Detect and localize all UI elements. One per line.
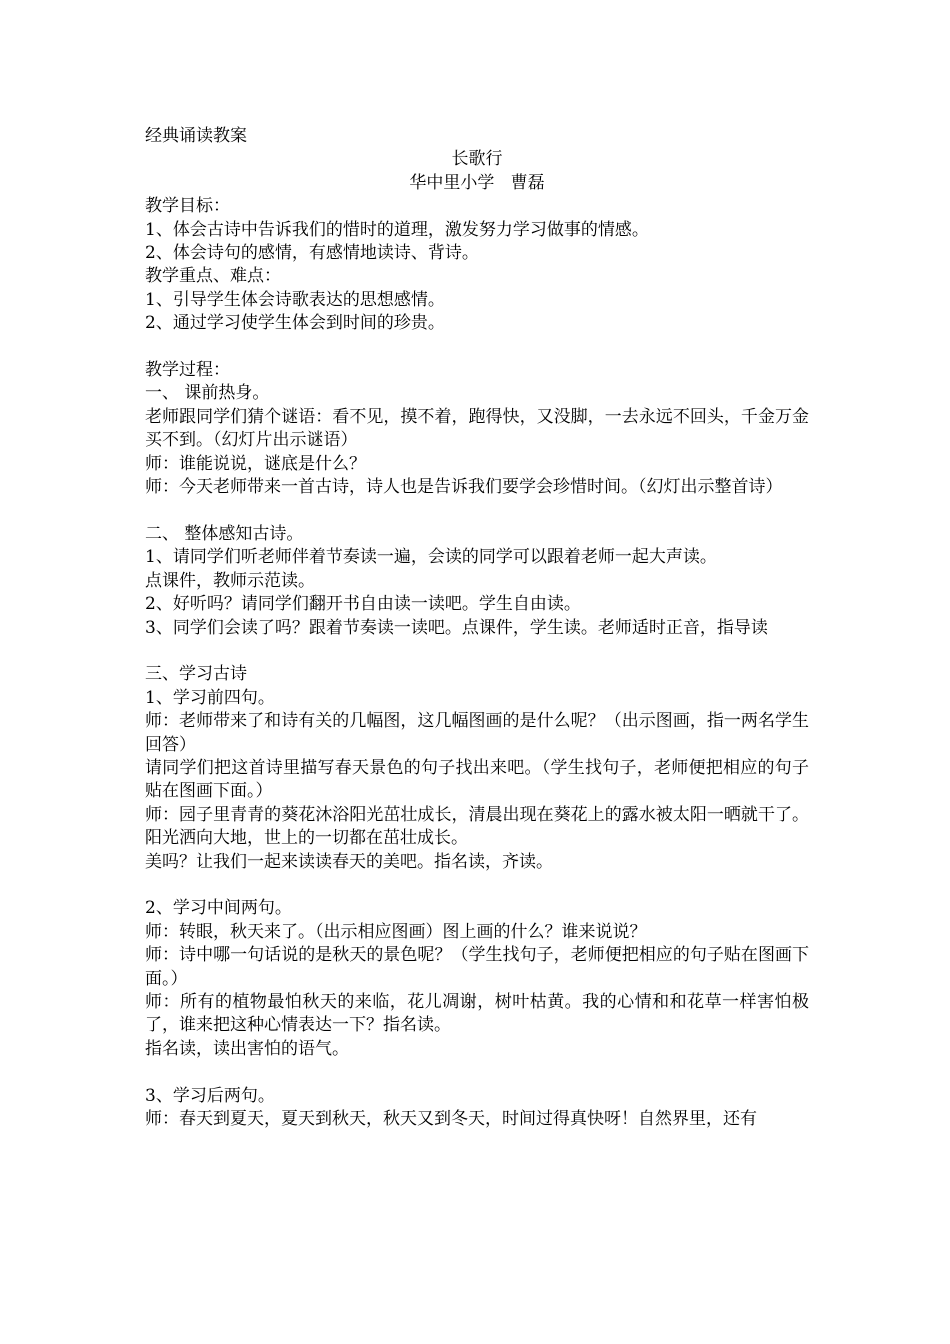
subsection-heading: 1、学习前四句。: [145, 687, 275, 708]
subsection-heading: 2、学习中间两句。: [145, 898, 292, 919]
subsection-heading: 3、学习后两句。: [145, 1085, 275, 1106]
paragraph: 指名读，读出害怕的语气。: [145, 1038, 349, 1059]
paragraph: 美吗？让我们一起来读读春天的美吧。指名读，齐读。: [145, 851, 553, 872]
section-heading: 一、 课前热身。: [145, 383, 270, 404]
blank-line: [145, 1061, 809, 1084]
paragraph: 1、请同学们听老师伴着节奏读一遍，会读的同学可以跟着老师一起大声读。: [145, 547, 717, 568]
blank-line: [145, 874, 809, 897]
section-heading: 三、学习古诗: [145, 664, 247, 685]
document-page: [145, 125, 809, 1131]
paragraph: 师：转眼，秋天来了。（出示相应图画）图上画的什么？谁来说说？: [145, 921, 647, 942]
key-point-item: 1、引导学生体会诗歌表达的思想感情。: [145, 289, 445, 310]
key-point-item: 2、通过学习使学生体会到时间的珍贵。: [145, 313, 445, 334]
paragraph: 点课件，教师示范读。: [145, 570, 315, 591]
goals-heading: 教学目标：: [145, 196, 230, 217]
blank-line: [145, 336, 809, 359]
document-header: 经典诵读教案: [145, 126, 247, 146]
goal-item: 2、体会诗句的感情，有感情地读诗、背诗。: [145, 243, 479, 264]
paragraph: 老师跟同学们猜个谜语：看不见，摸不着，跑得快，又没脚，一去永远不回头，千金万金买不到。（幻灯片出示谜语）: [145, 406, 809, 451]
blank-line: [145, 640, 809, 663]
paragraph: 师：诗中哪一句话说的是秋天的景色呢？（学生找句子，老师便把相应的句子贴在图画下面。）: [145, 945, 809, 989]
paragraph: 师：老师带来了和诗有关的几幅图，这几幅图画的是什么呢？（出示图画，指一两名学生回答）: [145, 711, 809, 755]
process-heading: 教学过程：: [145, 360, 230, 381]
paragraph: 师：春天到夏天，夏天到秋天，秋天又到冬天，时间过得真快呀！自然界里，还有: [145, 1108, 757, 1129]
paragraph: 师：谁能说说，谜底是什么？: [145, 453, 366, 474]
key-points-heading: 教学重点、难点：: [145, 266, 281, 287]
section-heading: 二、 整体感知古诗。: [145, 523, 304, 544]
paragraph: 师：园子里青青的葵花沐浴阳光茁壮成长，清晨出现在葵花上的露水被太阳一晒就干了。阳光洒向大地，世上的一切都在茁壮成长。: [145, 804, 809, 849]
paragraph: 3、同学们会读了吗？跟着节奏读一读吧。点课件，学生读。老师适时正音，指导读: [145, 617, 768, 638]
paragraph: 师：今天老师带来一首古诗，诗人也是告诉我们要学会珍惜时间。（幻灯出示整首诗）: [145, 477, 783, 498]
paragraph: 请同学们把这首诗里描写春天景色的句子找出来吧。（学生找句子，老师便把相应的句子贴在图画下面。）: [145, 757, 809, 802]
author-line: 华中里小学 曹磊: [409, 172, 545, 193]
goal-item: 1、体会古诗中告诉我们的惜时的道理，激发努力学习做事的情感。: [145, 219, 649, 240]
paragraph: 2、好听吗？请同学们翻开书自由读一读吧。学生自由读。: [145, 594, 581, 615]
poem-title: 长歌行: [451, 149, 503, 170]
paragraph: 师：所有的植物最怕秋天的来临，花儿凋谢，树叶枯黄。我的心情和和花草一样害怕极了，谁来把这种心情表达一下？指名读。: [145, 991, 809, 1036]
blank-line: [145, 499, 809, 522]
